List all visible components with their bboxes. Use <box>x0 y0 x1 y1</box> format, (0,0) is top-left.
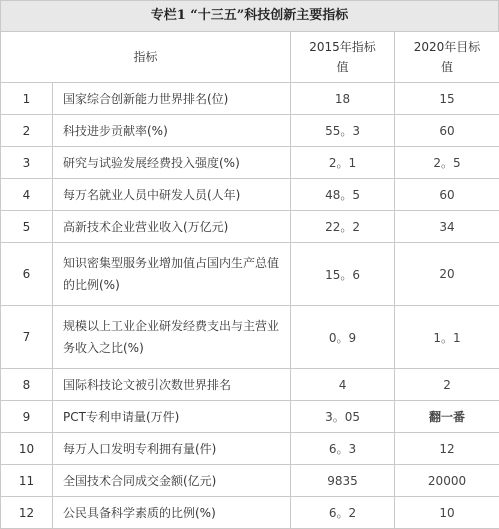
row-2020-target: 12 <box>395 433 499 465</box>
table-row <box>1 147 499 179</box>
row-indicator: PCT专利申请量(万件) <box>53 401 291 433</box>
row-2020-target: 60 <box>395 179 499 211</box>
row-2020-target: 10 <box>395 497 499 529</box>
row-indicator: 知识密集型服务业增加值占国内生产总值的比例(%) <box>53 243 291 306</box>
row-number: 10 <box>1 433 53 465</box>
row-number: 1 <box>1 83 53 115</box>
table-row <box>1 401 499 433</box>
row-number: 6 <box>1 243 53 306</box>
row-2020-target: 1。1 <box>395 306 499 369</box>
header-2020-target: 2020年目标值 <box>395 32 499 83</box>
row-indicator: 国际科技论文被引次数世界排名 <box>53 369 291 401</box>
row-2020-target: 60 <box>395 115 499 147</box>
row-number: 9 <box>1 401 53 433</box>
row-number: 12 <box>1 497 53 529</box>
row-indicator: 每万名就业人员中研发人员(人年) <box>53 179 291 211</box>
row-2020-target: 翻一番 <box>395 401 499 433</box>
header-2015-value: 2015年指标值 <box>291 32 395 83</box>
row-2020-target: 2。5 <box>395 147 499 179</box>
row-2015-value: 0。9 <box>291 306 395 369</box>
table-row <box>1 243 499 306</box>
row-2020-target: 15 <box>395 83 499 115</box>
row-2015-value: 15。6 <box>291 243 395 306</box>
row-2020-target: 2 <box>395 369 499 401</box>
table-row <box>1 369 499 401</box>
row-2015-value: 6。3 <box>291 433 395 465</box>
row-2020-target: 20000 <box>395 465 499 497</box>
table-title: 专栏1 “十三五”科技创新主要指标 <box>0 0 499 32</box>
indicators-table <box>0 31 499 529</box>
row-2015-value: 22。2 <box>291 211 395 243</box>
row-indicator: 全国技术合同成交金额(亿元) <box>53 465 291 497</box>
row-2015-value: 4 <box>291 369 395 401</box>
table-row <box>1 83 499 115</box>
row-2015-value: 2。1 <box>291 147 395 179</box>
table-row <box>1 465 499 497</box>
row-2015-value: 9835 <box>291 465 395 497</box>
table-row <box>1 306 499 369</box>
row-2020-target: 20 <box>395 243 499 306</box>
row-2015-value: 48。5 <box>291 179 395 211</box>
row-number: 3 <box>1 147 53 179</box>
row-number: 5 <box>1 211 53 243</box>
table-row <box>1 179 499 211</box>
row-number: 11 <box>1 465 53 497</box>
row-number: 2 <box>1 115 53 147</box>
table-row <box>1 497 499 529</box>
row-indicator: 研究与试验发展经费投入强度(%) <box>53 147 291 179</box>
row-indicator: 公民具备科学素质的比例(%) <box>53 497 291 529</box>
table-row <box>1 115 499 147</box>
row-number: 8 <box>1 369 53 401</box>
row-indicator: 高新技术企业营业收入(万亿元) <box>53 211 291 243</box>
table-header-row <box>1 32 499 83</box>
row-indicator: 每万人口发明专利拥有量(件) <box>53 433 291 465</box>
row-2015-value: 18 <box>291 83 395 115</box>
row-number: 4 <box>1 179 53 211</box>
row-2015-value: 3。05 <box>291 401 395 433</box>
row-indicator: 国家综合创新能力世界排名(位) <box>53 83 291 115</box>
table-row <box>1 433 499 465</box>
row-number: 7 <box>1 306 53 369</box>
row-indicator: 规模以上工业企业研发经费支出与主营业务收入之比(%) <box>53 306 291 369</box>
header-indicator: 指标 <box>1 32 291 83</box>
row-2020-target: 34 <box>395 211 499 243</box>
row-2015-value: 6。2 <box>291 497 395 529</box>
row-indicator: 科技进步贡献率(%) <box>53 115 291 147</box>
table-row <box>1 211 499 243</box>
row-2015-value: 55。3 <box>291 115 395 147</box>
